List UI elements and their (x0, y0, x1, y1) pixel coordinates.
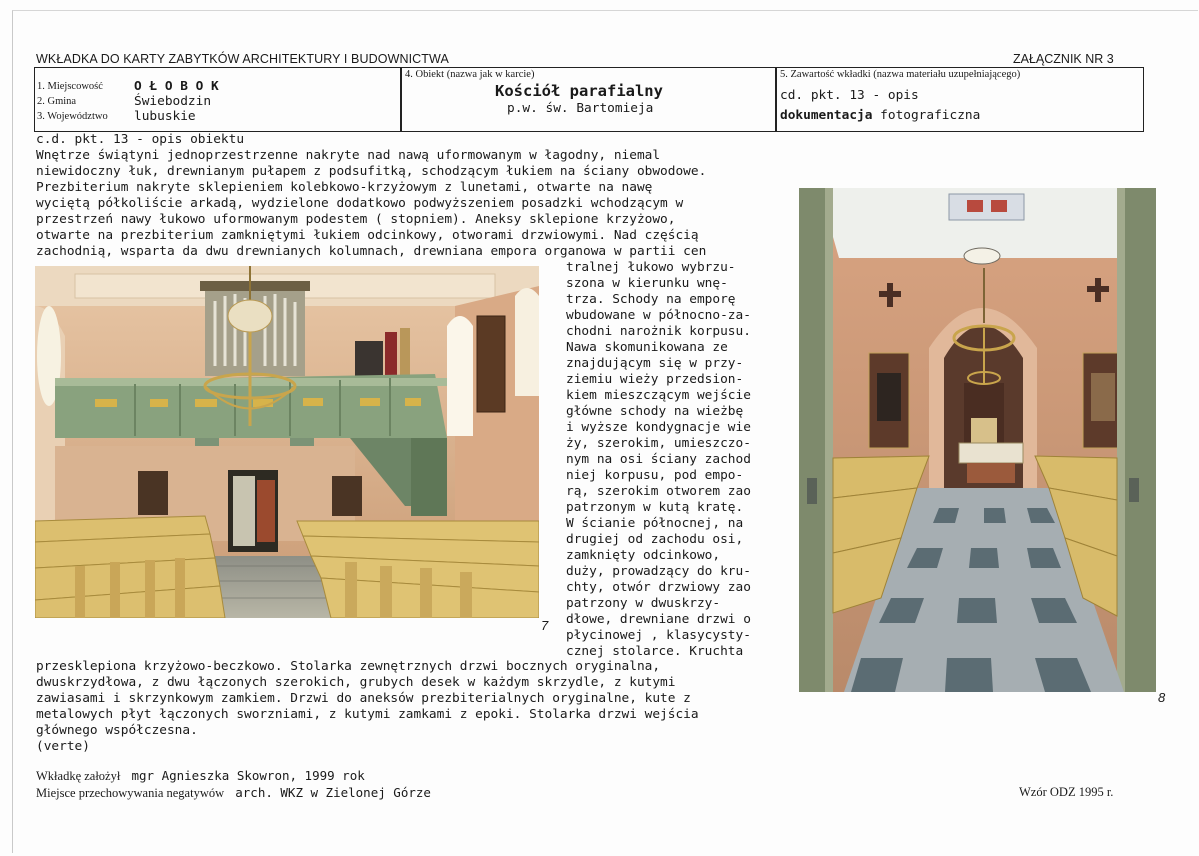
text-line: główne schody na wieżbę (566, 404, 744, 419)
text-line: trza. Schody na emporę (566, 292, 736, 307)
text-line: przesklepiona krzyżowo-beczkowo. Stolarka zewnętrznych drzwi bocznych oryginalna, (36, 659, 661, 674)
province-label: 3. Województwo (37, 111, 108, 122)
text-line: chty, otwór drzwiowy zao (566, 580, 751, 595)
text-line: c.d. pkt. 13 - opis obiektu (36, 132, 245, 147)
text-line: dłowe, drewniane drzwi o (566, 612, 751, 627)
storage-row (36, 785, 431, 801)
text-line: wbudowane w północno-za- (566, 308, 751, 323)
place-value: O Ł O B O K (134, 79, 219, 94)
storage-value: arch. WKZ w Zielonej Górze (235, 785, 431, 800)
text-line: ziemiu wieży przedsion- (566, 372, 744, 387)
text-line: znajdującym się w przy- (566, 356, 744, 371)
text-line: ży, szerokim, umieszczo- (566, 436, 751, 451)
text-line: i wyższe kondygnacje wie (566, 420, 751, 435)
text-line: kiem mieszczącym wejście (566, 388, 751, 403)
text-line: (verte) (36, 739, 90, 754)
author-row (36, 768, 365, 784)
content-line-1: cd. pkt. 13 - opis (780, 88, 919, 103)
text-line: zamknięty odcinkowo, (566, 548, 721, 563)
place-label: 1. Miejscowość (37, 81, 103, 92)
object-label: 4. Obiekt (nazwa jak w karcie) (405, 69, 535, 80)
text-line: wyciętą półkoliście arkadą, wydzielone dodatkowo podwyższeniem posadzki wchodzącym w (36, 196, 684, 211)
content-rest: fotograficzna (872, 108, 981, 123)
content-label: 5. Zawartość wkładki (nazwa materiału uzupełniającego) (780, 69, 1021, 80)
content-bold: dokumentacja (780, 108, 873, 123)
annex-number: ZAŁĄCZNIK NR 3 (1013, 52, 1114, 66)
photo-8-number: 8 (1158, 690, 1166, 705)
content-line-2 (780, 108, 980, 123)
text-line: tralnej łukowo wybrzu- (566, 260, 736, 275)
storage-label: Miejsce przechowywania negatywów (36, 786, 225, 800)
commune-label: 2. Gmina (37, 96, 77, 107)
text-line: niewidoczny łuk, drewnianym pułapem z podsufitką, schodzącym łukiem na ściany obwodowe. (36, 164, 707, 179)
text-line: Prezbiterium nakryte sklepieniem kolebkowo-krzyżowym z lunetami, otwarte na nawę (36, 180, 653, 195)
object-subtitle: p.w. św. Bartomieja (507, 101, 654, 116)
text-line: Wnętrze świątyni jednoprzestrzenne nakryte nad nawą uformowanym w łagodny, niemal (36, 148, 661, 163)
text-line: chodni narożnik korpusu. (566, 324, 751, 339)
text-line: szona w kierunku wnę- (566, 276, 728, 291)
text-line: drugiej od zachodu osi, (566, 532, 744, 547)
commune-value: Świebodzin (134, 94, 212, 109)
author-label: Wkładkę założył (36, 769, 121, 783)
text-line: płycinowej , klasycysty- (566, 628, 751, 643)
text-line: W ścianie północnej, na (566, 516, 744, 531)
photo-nave-west-gallery (35, 266, 539, 618)
province-value: lubuskie (134, 109, 196, 124)
text-line: Nawa skomunikowana ze (566, 340, 728, 355)
text-line: rą, szerokim otworem zao (566, 484, 751, 499)
text-line: otwarte na prezbiterium zamkniętymi łukiem odcinkowy, otworami drzwiowymi. Nad częścią (36, 228, 699, 243)
text-line: duży, prowadzący do kru- (566, 564, 751, 579)
text-line: patrzonym w kutą kratę. (566, 500, 744, 515)
text-line: dwuskrzydłowa, z dwu łączonych szerokich, grubych desek w każdym skrzydle, z kutymi (36, 675, 676, 690)
text-line: niej korpusu, pod empo- (566, 468, 744, 483)
object-name: Kościół parafialny (495, 82, 663, 100)
photo-nave-toward-altar (799, 188, 1156, 692)
text-line: zachodnią, wsparta da dwu drewnianych kolumnach, drewniana empora organowa w partii cen (36, 244, 707, 259)
photo-7-number: 7 (541, 618, 549, 633)
author-value: mgr Agnieszka Skowron, 1999 rok (131, 768, 365, 783)
text-line: cznej stolarce. Kruchta (566, 644, 744, 659)
form-title: WKŁADKA DO KARTY ZABYTKÓW ARCHITEKTURY I BUDOWNICTWA (36, 52, 449, 66)
text-line: głównego współczesna. (36, 723, 198, 738)
text-line: nym na osi ściany zachod (566, 452, 751, 467)
template-version: Wzór ODZ 1995 r. (1019, 785, 1114, 799)
text-line: patrzony w dwuskrzy- (566, 596, 721, 611)
text-line: zawiasami i skrzynkowym zamkiem. Drzwi do aneksów prezbiterialnych oryginalne, kute z (36, 691, 691, 706)
header-table (34, 67, 1144, 132)
text-line: przestrzeń nawy łukowo uformowanym podestem ( stopniem). Aneksy sklepione krzyżowo, (36, 212, 676, 227)
text-line: metalowych płyt łączonych sworzniami, z kutymi zamkami z epoki. Stolarka drzwi wejścia (36, 707, 699, 722)
